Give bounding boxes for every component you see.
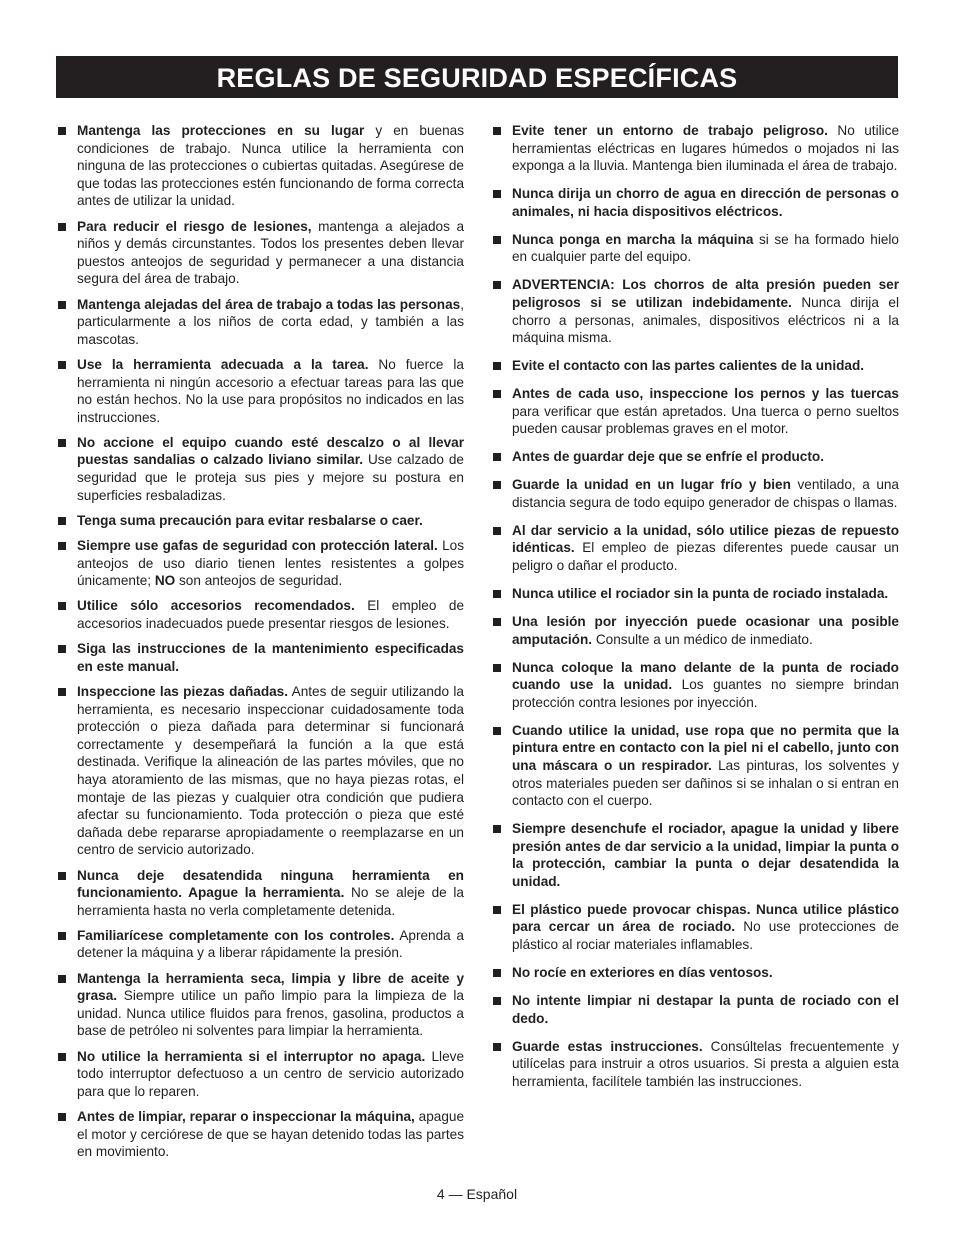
list-item: No rocíe en exteriores en días ventosos. bbox=[491, 964, 899, 982]
list-item: Use la herramienta adecuada a la tarea. No fuerce la herramienta ni ningún accesorio a efectuar tareas para las que no están hechos. No la use para propósitos no indicados en las instrucciones. bbox=[56, 356, 464, 426]
list-item: Al dar servicio a la unidad, sólo utilice piezas de repuesto idénticas. El empleo de piezas diferentes puede causar un peligro o dañar el producto. bbox=[491, 522, 899, 575]
list-item: Cuando utilice la unidad, use ropa que no permita que la pintura entre en contacto con la piel ni el cabello, junto con una máscara o un respirador. Las pinturas, los solventes y otros materiales pueden ser dañinos si se inhalan o si entran en contacto con el cuerpo. bbox=[491, 722, 899, 810]
right-column bbox=[491, 122, 899, 1101]
list-item: No intente limpiar ni destapar la punta de rociado con el dedo. bbox=[491, 992, 899, 1027]
list-item: Inspeccione las piezas dañadas. Antes de seguir utilizando la herramienta, es necesario inspeccionar cuidadosamente toda protección o pieza dañada para determinar si funcionará correctamente y desempeñará la función a la que está destinada. Verifique la alineación de las partes móviles, que no haya atoramiento de las mismas, que no haya piezas rotas, el montaje de las piezas y cualquier otra condición que pudiera afectar su funcionamiento. Toda protección o pieza que esté dañada debe repararse apropiadamente o reemplazarse en un centro de servicio autorizado. bbox=[56, 683, 464, 859]
list-item: Tenga suma precaución para evitar resbalarse o caer. bbox=[56, 512, 464, 530]
list-item: Siempre desenchufe el rociador, apague la unidad y libere presión antes de dar servicio a la unidad, limpiar la punta o la protección, cambiar la punta o dejar desatendida la unidad. bbox=[491, 820, 899, 890]
list-item: Para reducir el riesgo de lesiones, mantenga a alejados a niños y demás circunstantes. Todos los presentes deben llevar puestos anteojos de seguridad y permanecer a una distancia segura del área de trabajo. bbox=[56, 218, 464, 288]
list-item: Una lesión por inyección puede ocasionar una posible amputación. Consulte a un médico de inmediato. bbox=[491, 613, 899, 648]
list-item: Mantenga las protecciones en su lugar y en buenas condiciones de trabajo. Nunca utilice la herramienta con ninguna de las protecciones o cubiertas quitadas. Asegúrese de que todas las protecciones estén funcionando de forma correcta antes de utilizar la unidad. bbox=[56, 122, 464, 210]
list-item: Nunca deje desatendida ninguna herramienta en funcionamiento. Apague la herramienta. No se aleje de la herramienta hasta no verla completamente detenida. bbox=[56, 867, 464, 920]
list-item: Nunca dirija un chorro de agua en dirección de personas o animales, ni hacia dispositivos eléctricos. bbox=[491, 185, 899, 220]
list-item: Guarde estas instrucciones. Consúltelas frecuentemente y utilícelas para instruir a otros usuarios. Si presta a alguien esta herramienta, facilítele también las instrucciones. bbox=[491, 1038, 899, 1091]
list-item: No utilice la herramienta si el interruptor no apaga. Lleve todo interruptor defectuoso a un centro de servicio autorizado para que lo reparen. bbox=[56, 1048, 464, 1101]
list-item: El plástico puede provocar chispas. Nunca utilice plástico para cercar un área de rociado. No use protecciones de plástico al rociar materiales inflamables. bbox=[491, 901, 899, 954]
page-title: REGLAS DE SEGURIDAD ESPECÍFICAS bbox=[56, 56, 898, 98]
list-item: Evite el contacto con las partes calientes de la unidad. bbox=[491, 357, 899, 375]
list-item: ADVERTENCIA: Los chorros de alta presión pueden ser peligrosos si se utilizan indebidamente. Nunca dirija el chorro a personas, animales, dispositivos eléctricos ni a la máquina misma. bbox=[491, 276, 899, 346]
list-item: Antes de limpiar, reparar o inspeccionar la máquina, apague el motor y cerciórese de que se hayan detenido todas las partes en movimiento. bbox=[56, 1108, 464, 1161]
list-item: Nunca coloque la mano delante de la punta de rociado cuando use la unidad. Los guantes no siempre brindan protección contra lesiones por inyección. bbox=[491, 659, 899, 712]
list-item: Utilice sólo accesorios recomendados. El empleo de accesorios inadecuados puede presentar riesgos de lesiones. bbox=[56, 597, 464, 632]
list-item: Mantenga la herramienta seca, limpia y libre de aceite y grasa. Siempre utilice un paño limpio para la limpieza de la unidad. Nunca utilice fluidos para frenos, gasolina, productos a base de petróleo ni solventes para limpiar la herramienta. bbox=[56, 970, 464, 1040]
list-item: Mantenga alejadas del área de trabajo a todas las personas, particularmente a los niños de corta edad, y también a las mascotas. bbox=[56, 296, 464, 349]
list-item: No accione el equipo cuando esté descalzo o al llevar puestas sandalias o calzado liviano similar. Use calzado de seguridad que le proteja sus pies y mejore su postura en superficies resbaladizas. bbox=[56, 434, 464, 504]
list-item: Siga las instrucciones de la mantenimiento especificadas en este manual. bbox=[56, 640, 464, 675]
page-number: 4 — Español bbox=[436, 1186, 518, 1202]
list-item: Nunca ponga en marcha la máquina si se ha formado hielo en cualquier parte del equipo. bbox=[491, 231, 899, 266]
list-item: Antes de guardar deje que se enfríe el producto. bbox=[491, 448, 899, 466]
list-item: Guarde la unidad en un lugar frío y bien ventilado, a una distancia segura de todo equipo generador de chispas o llamas. bbox=[491, 476, 899, 511]
list-item: Siempre use gafas de seguridad con protección lateral. Los anteojos de uso diario tienen lentes resistentes a golpes únicamente; NO son anteojos de seguridad. bbox=[56, 537, 464, 590]
left-column bbox=[56, 122, 464, 1168]
list-item: Antes de cada uso, inspeccione los pernos y las tuercas para verificar que están apretados. Una tuerca o perno sueltos pueden causar problemas graves en el motor. bbox=[491, 385, 899, 438]
list-item: Familiarícese completamente con los controles. Aprenda a detener la máquina y a liberar rápidamente la presión. bbox=[56, 927, 464, 962]
list-item: Evite tener un entorno de trabajo peligroso. No utilice herramientas eléctricas en lugares húmedos o mojados ni las exponga a la lluvia. Mantenga bien iluminada el área de trabajo. bbox=[491, 122, 899, 175]
list-item: Nunca utilice el rociador sin la punta de rociado instalada. bbox=[491, 585, 899, 603]
